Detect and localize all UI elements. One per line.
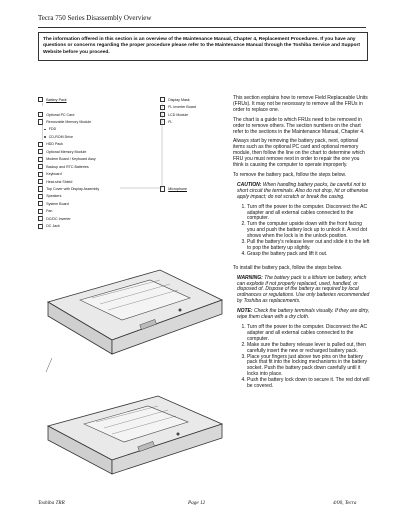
battery-removal-illustration: [40, 262, 225, 374]
page-header-title: Tecra 750 Series Disassembly Overview: [38, 14, 152, 22]
instructions-column: [233, 96, 371, 390]
chart-paragraph: The chart is a guide to which FRUs need to be removed in order to remove others. The section numbers on the chart refer to the sections in the Maintenance Manual, Chapter 4.: [233, 116, 365, 135]
order-paragraph: Always start by removing the battery pack, next, optional items such as the optional PC card and optional memory module, then follow the line on the chart to determine which FRU you must remove next in order to repair the one you think is causing the computer to operate improperly.: [233, 138, 365, 169]
chart-item-label: Fan: [46, 209, 53, 214]
chart-item-label: CD-ROM Drive: [48, 134, 73, 139]
chart-item-label: Microphone: [168, 186, 187, 191]
remove-step: 1. Turn off the power to the computer. Disconnect the AC adapter and all external cables connected to the computer.: [247, 205, 371, 223]
fru-removal-chart: [38, 96, 224, 249]
intro-box: The information offered in this section is an overview of the Maintenance Manual, Chapter 4, Replacement Procedures. If you have any questions or concerns regarding the proper procedure please refer to the Maintenance Manual through the Toshiba Service and Support Website before you proceed.: [38, 32, 368, 61]
footer-right: 4/00, Tecra: [333, 500, 357, 506]
header-rule: [38, 27, 366, 28]
chart-item-label: System Board: [46, 201, 69, 206]
chart-item-label: LCD Module: [168, 112, 189, 117]
install-steps-list: [233, 325, 371, 390]
chart-item-label: FL: [168, 120, 173, 125]
remove-steps-list: [233, 205, 371, 258]
chart-item-label: Speakers: [46, 194, 62, 199]
battery-install-illustration: [40, 388, 225, 494]
chart-item-label: Modem Board / Keyboard Assy: [46, 157, 96, 162]
chart-item-label: Keyboard: [46, 172, 62, 177]
install-step: 4. Push the battery lock down to secure it. The red dot will be covered.: [247, 378, 371, 390]
chart-item-label: HDD Pack: [46, 142, 63, 147]
footer-left: Toshiba TRR: [38, 500, 65, 506]
remove-step: 3. Pull the battery's release lever out and slide it to the left to pop the battery up slightly.: [247, 240, 371, 252]
warning-text: The battery pack is a lithium ion battery, which can explode if not properly replaced, used, handled, or disposed of. Dispose of the battery as required by local ordinances or regulations. Use only batteries recommended by Toshiba as replacements.: [237, 274, 370, 305]
chart-item-label: Removable Memory Module: [46, 120, 92, 125]
note-label: NOTE:: [237, 308, 253, 315]
install-step: 3. Place your fingers just above two pins on the battery pack that fit into the locking mechanisms in the battery socket. Push the battery pack down carefully until it locks into place.: [247, 355, 371, 379]
install-step: 2. Make sure the battery release lever is pulled out, then carefully insert the new or recharged battery pack.: [247, 343, 371, 355]
chart-item-label: Battery Pack: [46, 97, 67, 102]
chart-connector-lines: [38, 96, 224, 249]
footer-page-number: Page 12: [188, 500, 206, 506]
chart-item-label: FL Inverter Board: [168, 105, 197, 110]
chart-item-label: DC Jack: [46, 224, 60, 229]
warning-label: WARNING:: [237, 274, 263, 281]
note-text: Check the battery terminals visually. If they are dirty, wipe them clean with a dry cloth.: [237, 308, 370, 321]
install-step: 1. Turn off the power to the computer. Disconnect the AC adapter and all external cables connected to the computer.: [247, 325, 371, 343]
caution-note: [233, 183, 371, 201]
install-steps-intro: To install the battery pack, follow the steps below.: [233, 264, 343, 271]
chart-item-label: DC/DC Inverter: [46, 216, 71, 221]
chart-item-label: Heat-sink Shield: [46, 179, 73, 184]
remove-step: 4. Grasp the battery pack and lift it out.: [247, 252, 371, 258]
chart-item-label: FDD: [48, 127, 57, 132]
remove-steps-intro: To remove the battery pack, follow the steps below.: [233, 171, 347, 178]
caution-label: CAUTION:: [237, 181, 262, 188]
chart-item-label: Top Cover with Display Assembly: [46, 186, 100, 191]
remove-step: 2. Turn the computer upside down with the front facing you and push the battery lock up to unlock it. A red dot shows when the lock is in the unlock position.: [247, 222, 371, 240]
chart-item-label: Backup and RTC Batteries: [46, 164, 89, 169]
chart-item-label: Optional PC Card: [46, 112, 75, 117]
caution-text: When handling battery packs, be careful not to short circuit the terminals. Also do not drop, hit or otherwise apply impact; do not scratch or break the casing.: [237, 181, 369, 200]
chart-item-label: Display Mask: [168, 97, 190, 102]
warning-note: [233, 276, 371, 306]
chart-item-label: Optional Memory Module: [46, 149, 87, 154]
intro-paragraph: This section explains how to remove Field Replaceable Units (FRUs). It may not be necessary to remove all the FRUs in order to replace one.: [233, 95, 368, 113]
note-paragraph: [233, 309, 371, 321]
